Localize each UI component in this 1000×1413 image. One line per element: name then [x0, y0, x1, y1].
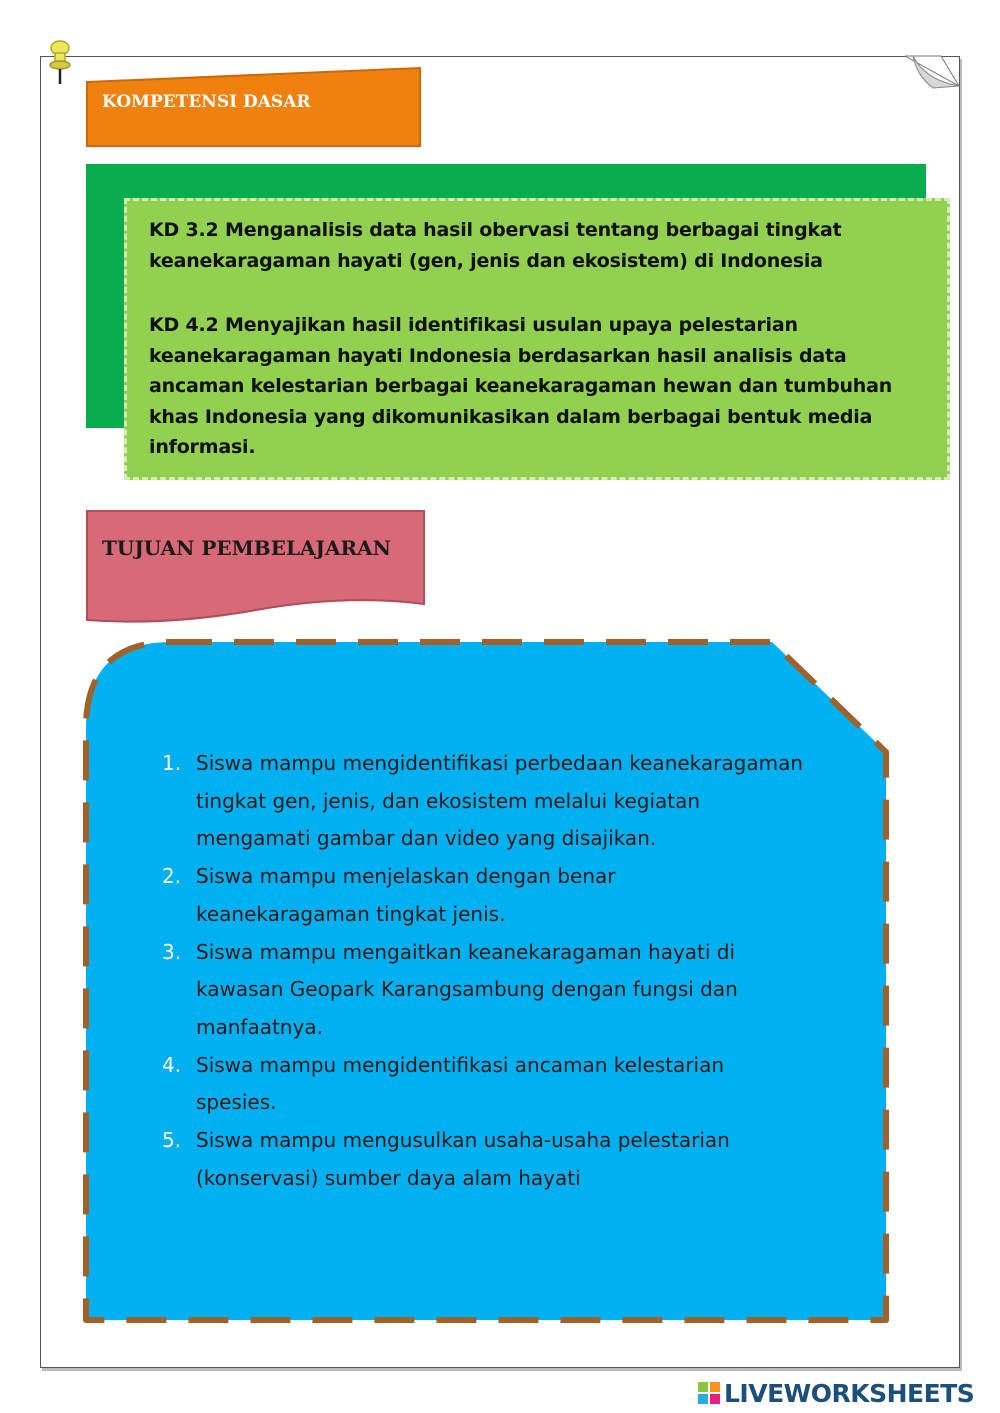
list-item-number: 4.: [162, 1052, 182, 1077]
list-item-text: Siswa mampu mengaitkan keanekaragaman hayati di kawasan Geopark Karangsambung dengan fungsi dan manfaatnya.: [196, 939, 738, 1039]
list-item-number: 2.: [162, 864, 182, 889]
kd-4-2-text: KD 4.2 Menyajikan hasil identifikasi usulan upaya pelestarian keanekaragaman hayati Indonesia berdasarkan hasil analisis data ancaman kelestarian berbagai keanekaragaman hewan dan tumbuhan khas Indonesia yang dikomunikasikan dalam berbagai bentuk media informasi.: [149, 314, 893, 458]
kompetensi-dasar-banner: [86, 66, 422, 150]
list-item-text: Siswa mampu mengidentifikasi ancaman kelestarian spesies.: [196, 1052, 725, 1115]
liveworksheets-logo-icon: [698, 1382, 720, 1404]
push-pin-icon: [44, 38, 76, 86]
tujuan-pembelajaran-title: TUJUAN PEMBELAJARAN: [102, 536, 391, 560]
kompetensi-dasar-title: KOMPETENSI DASAR: [102, 92, 311, 112]
tujuan-pembelajaran-banner: [86, 510, 426, 626]
liveworksheets-brand: LIVEWORKSHEETS: [724, 1378, 975, 1408]
list-item: [162, 934, 842, 1047]
list-item-text: Siswa mampu menjelaskan dengan benar keanekaragaman tingkat jenis.: [196, 864, 616, 926]
list-item-text: Siswa mampu mengidentifikasi perbedaan keanekaragaman tingkat gen, jenis, dan ekosistem melalui kegiatan mengamati gambar dan video yang disajikan.: [196, 751, 804, 851]
tujuan-list: [162, 745, 842, 1197]
kompetensi-card: [124, 198, 950, 480]
page-curl-icon: [905, 52, 963, 92]
list-item-text: Siswa mampu mengusulkan usaha-usaha pelestarian (konservasi) sumber daya alam hayati: [196, 1128, 730, 1190]
liveworksheets-watermark: [698, 1378, 974, 1408]
list-item: [162, 1122, 842, 1197]
list-item: [162, 745, 842, 858]
list-item-number: 3.: [162, 939, 182, 964]
list-item-number: 5.: [162, 1128, 182, 1153]
list-item: [162, 1047, 842, 1122]
list-item: [162, 858, 842, 933]
kd-3-2-text: KD 3.2 Menganalisis data hasil obervasi tentang berbagai tingkat keanekaragaman hayati (gen, jenis dan ekosistem) di Indonesia: [149, 219, 842, 272]
list-item-number: 1.: [162, 751, 182, 775]
